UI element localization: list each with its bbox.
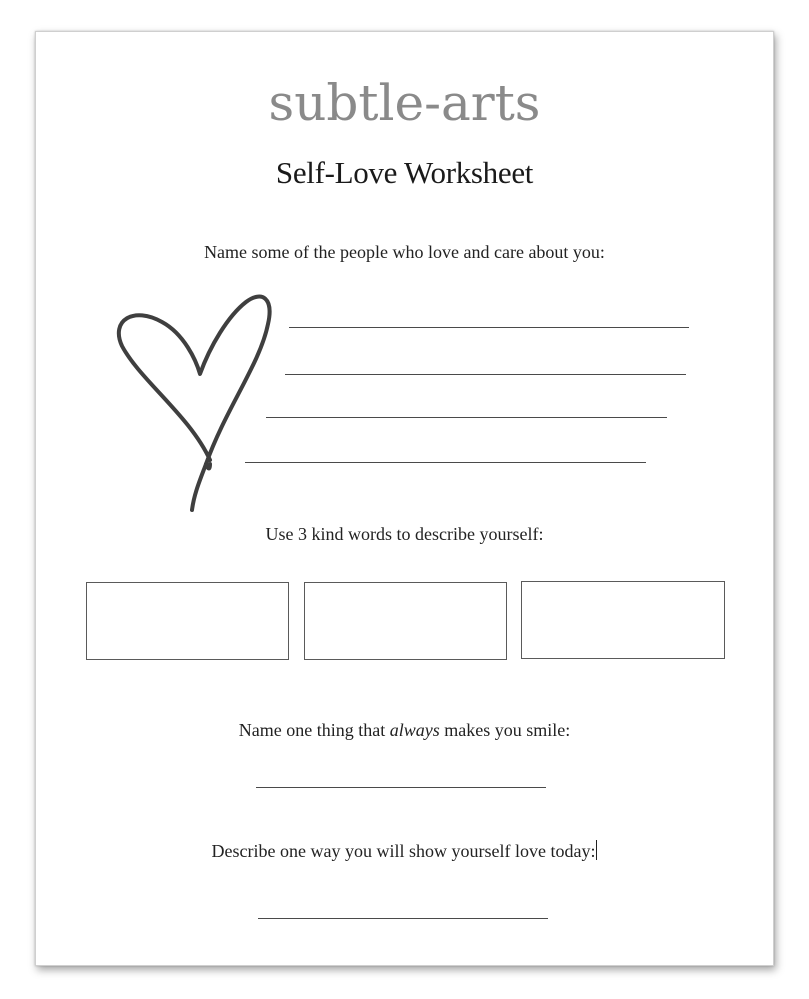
prompt-show-love xyxy=(0,840,809,860)
prompt-smile-before: Name one thing that xyxy=(238,720,390,740)
people-answer-line-2[interactable] xyxy=(285,374,686,375)
smile-answer-line[interactable] xyxy=(256,787,546,788)
people-answer-line-3[interactable] xyxy=(266,417,667,418)
people-answer-line-4[interactable] xyxy=(245,462,646,463)
people-answer-line-1[interactable] xyxy=(289,327,689,328)
kind-word-box-3[interactable] xyxy=(521,581,725,659)
page-title: Self-Love Worksheet xyxy=(275,155,534,190)
text-cursor xyxy=(596,840,597,860)
kind-word-box-2[interactable] xyxy=(304,582,507,660)
prompt-show-love-text: Describe one way you will show yourself love today: xyxy=(211,841,596,861)
kind-word-box-1[interactable] xyxy=(86,582,289,660)
prompt-kind-words: Use 3 kind words to describe yourself: xyxy=(265,524,544,544)
love-answer-line[interactable] xyxy=(258,918,548,919)
prompt-people: Name some of the people who love and care about you: xyxy=(204,242,605,262)
brand-logo-text: subtle-arts xyxy=(268,74,541,132)
heart-icon xyxy=(112,288,282,518)
prompt-smile-after: makes you smile: xyxy=(439,720,571,740)
prompt-smile xyxy=(0,721,809,739)
prompt-smile-emphasis: always xyxy=(389,720,440,740)
